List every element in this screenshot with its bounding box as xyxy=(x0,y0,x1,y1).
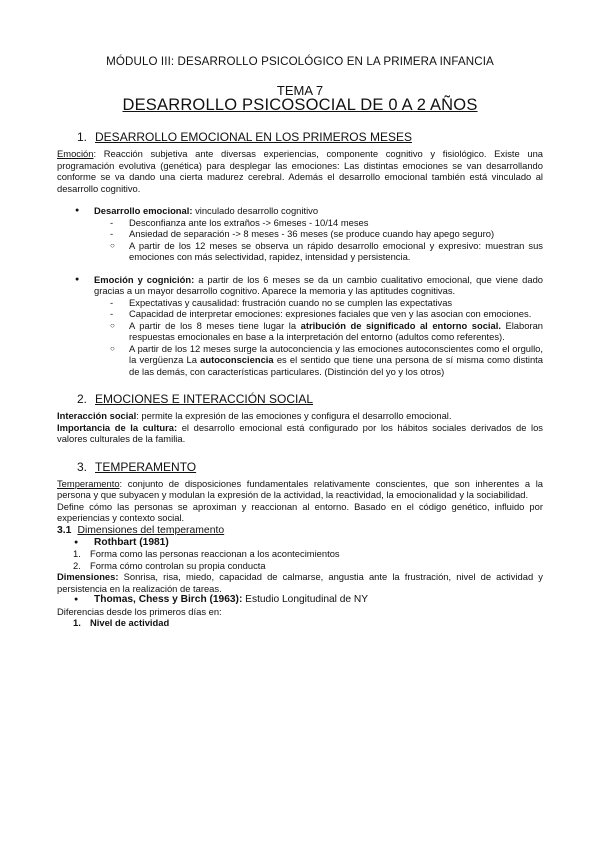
module-heading: MÓDULO III: DESARROLLO PSICOLÓGICO EN LA PRIMERA INFANCIA xyxy=(106,55,494,68)
temperamento-paragraph: Define cómo las personas se aproximan y reaccionan al entorno. Basado en el código genético, influido por experiencias y contexto social. xyxy=(57,500,543,523)
cultura-paragraph: Importancia de la cultura: el desarrollo emocional está configurado por los hábitos sociales derivados de los valores culturales de la familia. xyxy=(57,421,543,444)
page-title: DESARROLLO PSICOSOCIAL DE 0 A 2 AÑOS xyxy=(122,96,478,114)
bullet-list xyxy=(57,205,543,263)
rothbart-bullet: ● Rothbart (1981) xyxy=(57,537,543,549)
section-number: 3. xyxy=(77,459,88,474)
list-item: - Expectativas y causalidad: frustración cuando no se cumplen las expectativas xyxy=(129,297,543,309)
term-label: Emoción xyxy=(57,148,94,159)
list-item: ● Emoción y cognición: a partir de los 6 meses se da un cambio cualitativo emocional, que viene dado gracias a un mayor desarrollo cognitivo. Aparece la memoria y las aptitudes cognitivas. - Expectativas y causalidad: frustración cuando no se cumplen las expectativas - Capacidad de interpretar emociones: expresiones faciales que ven y las asocian con emociones. ○ A partir de los 8 meses tiene lugar la atribución de significado al entorno social. Elaboran respuestas emocionales en base a la interpretación del entorno (adultos como referentes). ○ A partir de los 12 meses surge la autoconciencia y las emociones autoconscientes como el orgullo, la vergüenza La autoconsciencia es el sentido que tiene una persona de sí misma como distinta de las demás, con características particulares. (Distinción del yo y los otros) xyxy=(94,274,543,378)
document-body xyxy=(57,130,543,629)
list-item: 2. Forma cómo controlan su propia conducta xyxy=(73,559,266,571)
thomas-bullet: ● Thomas, Chess y Birch (1963): Estudio Longitudinal de NY xyxy=(57,594,543,606)
numbered-list xyxy=(57,548,543,571)
emocion-definition: Emoción: Reacción subjetiva ante diversas experiencias, componente cognitivo y fisiológico. Existe una programación evolutiva (genética) para desplegar las emociones: Las distintas emociones se van desarrollando conforme se va dando una cierta madurez cerebral. Además el desarrollo emocional también está vinculado al desarrollo cognitivo. xyxy=(57,148,543,194)
list-item: - Desconfianza ante los extraños -> 6meses - 10/14 meses xyxy=(129,217,543,229)
list-item: - Capacidad de interpretar emociones: expresiones faciales que ven y las asocian con emociones. xyxy=(129,308,543,320)
section-number: 2. xyxy=(77,392,88,406)
sub-list xyxy=(94,217,543,263)
list-item: ● Desarrollo emocional: vinculado desarrollo cognitivo - Desconfianza ante los extraños -> 6meses - 10/14 meses - Ansiedad de separación -> 8 meses - 36 meses (se produce cuando hay apego seguro) ○ A partir de los 12 meses se observa un rápido desarrollo emocional y expresivo: muestran sus emociones con más selectividad, rapidez, intensidad y persistencia. xyxy=(94,205,543,263)
section-title: DESARROLLO EMOCIONAL EN LOS PRIMEROS MESES xyxy=(95,130,412,144)
bullet-list xyxy=(57,274,543,378)
temperamento-definition: Temperamento: conjunto de disposiciones fundamentales relativamente conscientes, que son inherentes a la persona y que subyacen y modulan la expresión de la actividad, la reactividad, la emocionalidad y la sociabilidad. xyxy=(57,477,543,500)
dimensiones-paragraph: Dimensiones: Sonrisa, risa, miedo, capacidad de calmarse, angustia ante la frustración, nivel de actividad y persistencia en la realización de tareas. xyxy=(57,571,543,594)
list-item: ○ A partir de los 12 meses se observa un rápido desarrollo emocional y expresivo: muestran sus emociones con más selectividad, rapidez, intensidad y persistencia. xyxy=(129,240,543,263)
section-title: EMOCIONES E INTERACCIÓN SOCIAL xyxy=(95,392,314,406)
tema-heading: TEMA 7 xyxy=(276,83,324,98)
section-2-heading xyxy=(77,392,543,407)
list-item: ○ A partir de los 8 meses tiene lugar la atribución de significado al entorno social. Elaboran respuestas emocionales en base a la interpretación del entorno (adultos como referentes). xyxy=(129,320,543,343)
diferencias-paragraph: Diferencias desde los primeros días en: xyxy=(57,605,222,617)
section-number: 1. xyxy=(77,130,88,144)
list-item: ○ A partir de los 12 meses surge la autoconciencia y las emociones autoconscientes como el orgullo, la vergüenza La autoconsciencia es el sentido que tiene una persona de sí misma como distinta de las demás, con características particulares. (Distinción del yo y los otros) xyxy=(129,343,543,378)
list-item: 1. Forma como las personas reaccionan a los acontecimientos xyxy=(73,548,340,559)
subsection-heading: 3.1 Dimensiones del temperamento xyxy=(57,524,225,536)
list-item: 1. Nivel de actividad xyxy=(73,617,170,628)
sub-list xyxy=(94,297,543,378)
interaccion-social-paragraph: Interacción social: permite la expresión de las emociones y configura el desarrollo emocional. xyxy=(57,410,452,421)
list-item: - Ansiedad de separación -> 8 meses - 36 meses (se produce cuando hay apego seguro) xyxy=(129,228,543,240)
section-3-heading xyxy=(77,460,543,475)
section-1-heading xyxy=(77,130,543,145)
numbered-list xyxy=(57,617,543,629)
section-title: TEMPERAMENTO xyxy=(95,459,197,474)
